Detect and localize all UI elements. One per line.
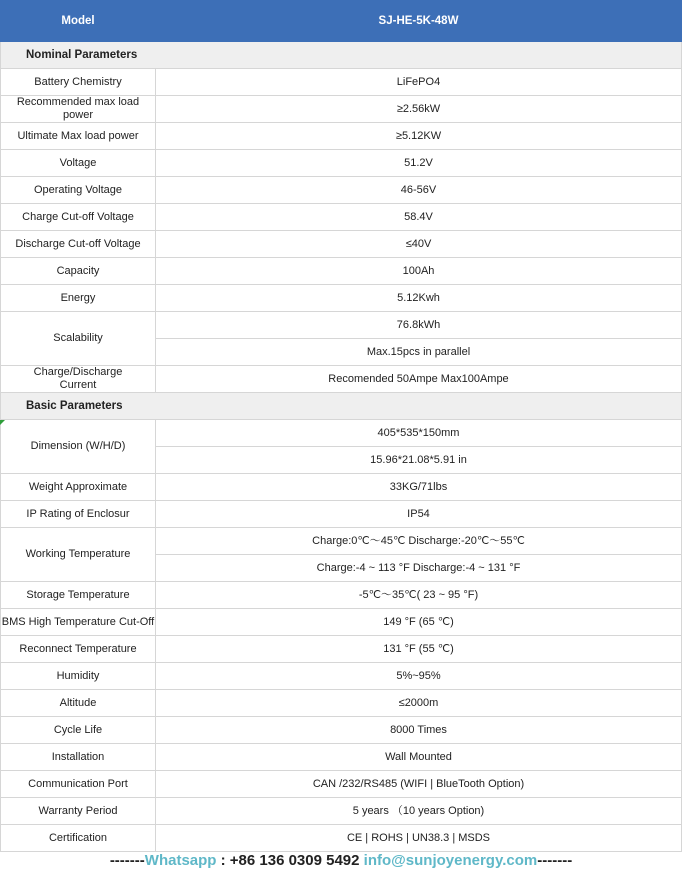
phone-number: : +86 136 0309 5492 [216,852,364,869]
row-label: Warranty Period [1,798,156,825]
footer-dash-left: ------- [109,852,145,869]
row-label: Installation [1,744,156,771]
row-value: Charge:-4 ~ 113 °F Discharge:-4 ~ 131 °F [156,555,682,582]
row-value: Wall Mounted [156,744,682,771]
row-label: Energy [1,285,156,312]
row-label: Capacity [1,258,156,285]
footer-dash-right: ------- [537,852,573,869]
row-label: Humidity [1,663,156,690]
table-row [1,420,682,447]
table-row [1,663,682,690]
row-label: Voltage [1,150,156,177]
table-row [1,123,682,150]
row-label: Altitude [1,690,156,717]
row-label: Recommended max load power [1,96,156,123]
table-row [1,744,682,771]
row-label: Storage Temperature [1,582,156,609]
row-label: Operating Voltage [1,177,156,204]
row-label: IP Rating of Enclosur [1,501,156,528]
row-value: 33KG/71lbs [156,474,682,501]
row-label: Charge Cut-off Voltage [1,204,156,231]
row-value: ≥5.12KW [156,123,682,150]
table-row [1,798,682,825]
row-value: IP54 [156,501,682,528]
table-row [1,312,682,339]
table-row [1,231,682,258]
table-row [1,96,682,123]
contact-footer [0,848,682,874]
table-row [1,150,682,177]
row-label: Weight Approximate [1,474,156,501]
row-label: Scalability [1,312,156,366]
row-value: 5%~95% [156,663,682,690]
row-value: LiFePO4 [156,69,682,96]
table-header-row [1,1,682,42]
row-value: 8000 Times [156,717,682,744]
whatsapp-label: Whatsapp [144,852,217,869]
row-label-line2: Current [59,379,97,391]
table-row [1,285,682,312]
row-label: Cycle Life [1,717,156,744]
row-value: 51.2V [156,150,682,177]
table-row [1,501,682,528]
row-label: Ultimate Max load power [1,123,156,150]
section-row-basic [1,393,682,420]
row-label [1,366,156,393]
table-row [1,717,682,744]
row-value: 46-56V [156,177,682,204]
table-row [1,204,682,231]
table-row [1,69,682,96]
row-label: Communication Port [1,771,156,798]
row-value: 131 °F (55 ℃) [156,636,682,663]
row-value: ≥2.56kW [156,96,682,123]
row-value: 5 years （10 years Option) [156,798,682,825]
row-value: 149 °F (65 ℃) [156,609,682,636]
row-label: Discharge Cut-off Voltage [1,231,156,258]
row-value: ≤2000m [156,690,682,717]
row-value: 76.8kWh [156,312,682,339]
row-value: 5.12Kwh [156,285,682,312]
row-value: -5℃～35℃( 23 ~ 95 °F) [156,582,682,609]
table-row [1,636,682,663]
row-value: 58.4V [156,204,682,231]
table-row [1,771,682,798]
table-row [1,177,682,204]
row-value: 100Ah [156,258,682,285]
row-value: ≤40V [156,231,682,258]
row-value: Charge:0℃～45℃ Discharge:-20℃～55℃ [156,528,682,555]
row-value: 405*535*150mm [156,420,682,447]
cell-comment-marker [0,420,5,425]
row-label: Reconnect Temperature [1,636,156,663]
row-value: Recomended 50Ampe Max100Ampe [156,366,682,393]
row-value: 15.96*21.08*5.91 in [156,447,682,474]
section-title-basic: Basic Parameters [1,393,682,420]
section-row-nominal [1,42,682,69]
row-label: Working Temperature [1,528,156,582]
table-row [1,258,682,285]
row-value: Max.15pcs in parallel [156,339,682,366]
table-row [1,474,682,501]
table-row [1,582,682,609]
row-value: CE | ROHS | UN38.3 | MSDS [156,825,682,852]
table-row [1,528,682,555]
section-title-nominal: Nominal Parameters [1,42,682,69]
header-model-label: Model [1,1,156,42]
table-row [1,690,682,717]
row-label: Certification [1,825,156,852]
row-value: CAN /232/RS485 (WIFI | BlueTooth Option) [156,771,682,798]
row-label: Battery Chemistry [1,69,156,96]
row-label: Dimension (W/H/D) [1,420,156,474]
table-row [1,609,682,636]
table-row [1,366,682,393]
header-model-value: SJ-HE-5K-48W [156,1,682,42]
email-link[interactable]: info@sunjoyenergy.com [363,852,538,869]
row-label: BMS High Temperature Cut-Off [1,609,156,636]
row-label-line1: Charge/Discharge [33,366,123,378]
